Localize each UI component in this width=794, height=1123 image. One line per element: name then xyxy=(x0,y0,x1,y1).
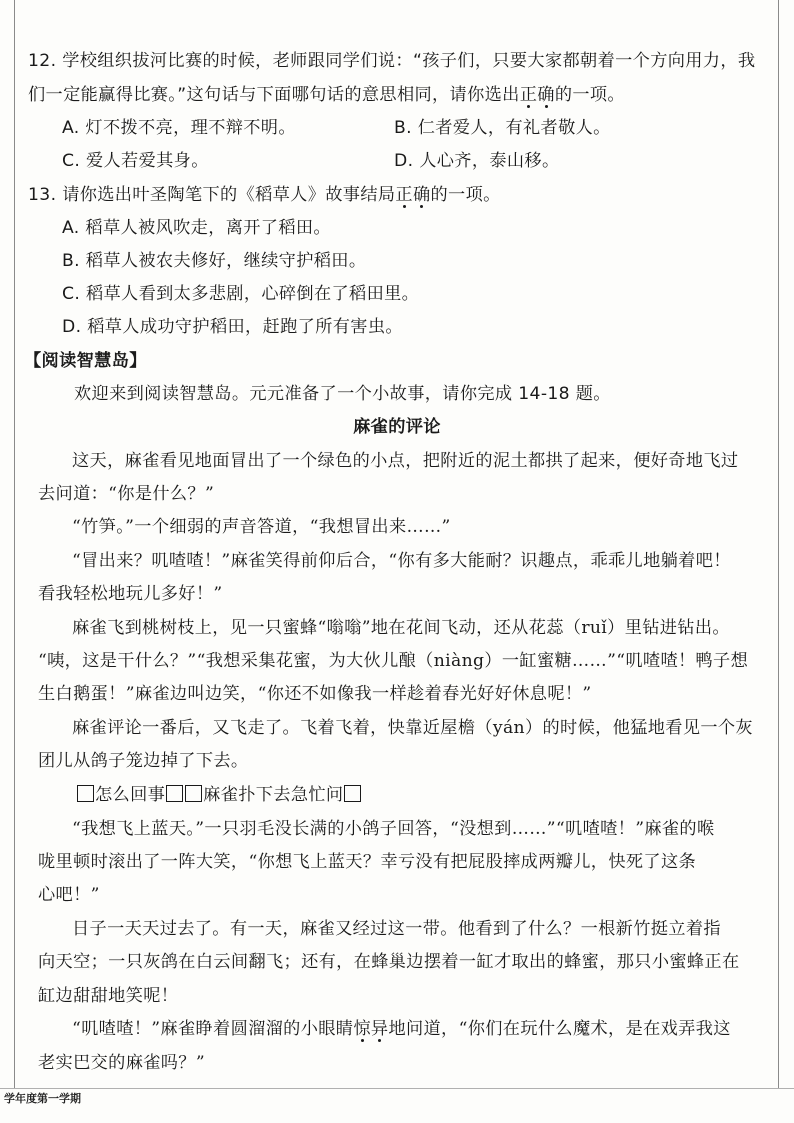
story-line: 麻雀飞到桃树枝上，见一只蜜蜂“嗡嗡”地在花间飞动，还从花蕊（ruǐ）里钻进钻出。 xyxy=(72,618,730,638)
q12-option-d: D. 人心齐，泰山移。 xyxy=(394,151,560,171)
emphasis-char: 异 xyxy=(370,1019,389,1039)
story-line: “竹笋。”一个细弱的声音答道，“我想冒出来……” xyxy=(72,517,451,537)
q12-stem-line1: 12. 学校组织拔河比赛的时候，老师跟同学们说：“孩子们，只要大家都朝着一个方向用力，我 xyxy=(28,51,756,71)
footer-rule xyxy=(0,1088,794,1089)
right-margin-rule xyxy=(778,0,779,1088)
q12-option-b: B. 仁者爱人，有礼者敬人。 xyxy=(394,118,611,138)
q13-option-a: A. 稻草人被风吹走，离开了稻田。 xyxy=(62,218,331,238)
story-line: 看我轻松地玩儿多好！” xyxy=(38,584,223,604)
section-heading: 【阅读智慧岛】 xyxy=(24,351,147,371)
q13-option-b: B. 稻草人被农夫修好，继续守护稻田。 xyxy=(62,251,367,271)
story-line: 心吧！” xyxy=(38,885,100,905)
q13-stem: 13. 请你选出叶圣陶笔下的《稻草人》故事结局正确的一项。 xyxy=(28,185,501,205)
story-line: “冒出来？叽喳喳！”麻雀笑得前仰后合，“你有多大能耐？识趣点，乖乖儿地躺着吧！ xyxy=(72,551,731,571)
emphasis-char: 正 xyxy=(395,185,413,205)
answer-box[interactable] xyxy=(77,785,94,802)
section-intro: 欢迎来到阅读智慧岛。元元准备了一个小故事，请你完成 14-18 题。 xyxy=(74,384,611,404)
emphasis-char: 正 xyxy=(519,85,538,105)
emphasis-char: 惊 xyxy=(353,1019,371,1039)
story-line: 向天空；一只灰鸽在白云间翻飞；还有，在蜂巢边摆着一缸才取出的蜂蜜，那只小蜜蜂正在 xyxy=(38,952,740,972)
q12-stem-line2: 们一定能赢得比赛。”这句话与下面哪句话的意思相同，请你选出正确的一项。 xyxy=(28,85,625,105)
story-line: 去问道：“你是什么？” xyxy=(38,484,215,504)
emphasis-char: 确 xyxy=(537,85,555,105)
punctuation-blank-line: 怎么回事 麻雀扑下去急忙问 xyxy=(76,784,362,806)
emphasis-char: 确 xyxy=(412,185,431,205)
footer-term: 学年度第一学期 xyxy=(4,1092,81,1105)
story-line: “叽喳喳！”麻雀睁着圆溜溜的小眼睛惊异地问道，“你们在玩什么魔术，是在戏弄我这 xyxy=(72,1019,731,1039)
story-line: “我想飞上蓝天。”一只羽毛没长满的小鸽子回答，“没想到……”“叽喳喳！”麻雀的喉 xyxy=(72,819,715,839)
answer-box[interactable] xyxy=(185,785,202,802)
story-line: 这天，麻雀看见地面冒出了一个绿色的小点，把附近的泥土都拱了起来，便好奇地飞过 xyxy=(72,451,739,471)
story-line: 团儿从鸽子笼边掉了下去。 xyxy=(38,751,249,771)
story-line: 咙里顿时滚出了一阵大笑，“你想飞上蓝天？幸亏没有把屁股摔成两瓣儿，快死了这条 xyxy=(38,852,697,872)
story-line: 生白鹅蛋！”麻雀边叫边笑，“你还不如像我一样趁着春光好好休息呢！” xyxy=(38,684,592,704)
q12-option-c: C. 爱人若爱其身。 xyxy=(62,151,209,171)
story-line: 麻雀评论一番后，又飞走了。飞着飞着，快靠近屋檐（yán）的时候，他猛地看见一个灰 xyxy=(72,718,753,738)
left-margin-rule xyxy=(14,0,15,1088)
story-line: 缸边甜甜地笑呢！ xyxy=(38,986,179,1006)
answer-box[interactable] xyxy=(344,785,361,802)
answer-box[interactable] xyxy=(166,785,183,802)
story-line: 老实巴交的麻雀吗？” xyxy=(38,1053,205,1073)
story-line: “咦，这是干什么？”“我想采集花蜜，为大伙儿酿（niàng）一缸蜜糖……”“叽喳喳！鸭子想 xyxy=(38,651,749,671)
story-title: 麻雀的评论 xyxy=(353,417,441,437)
q12-option-a: A. 灯不拨不亮，理不辩不明。 xyxy=(62,118,296,138)
q13-option-c: C. 稻草人看到太多悲剧，心碎倒在了稻田里。 xyxy=(62,284,420,304)
story-line: 日子一天天过去了。有一天，麻雀又经过这一带。他看到了什么？一根新竹挺立着指 xyxy=(72,919,721,939)
q13-option-d: D. 稻草人成功守护稻田，赶跑了所有害虫。 xyxy=(62,317,403,337)
